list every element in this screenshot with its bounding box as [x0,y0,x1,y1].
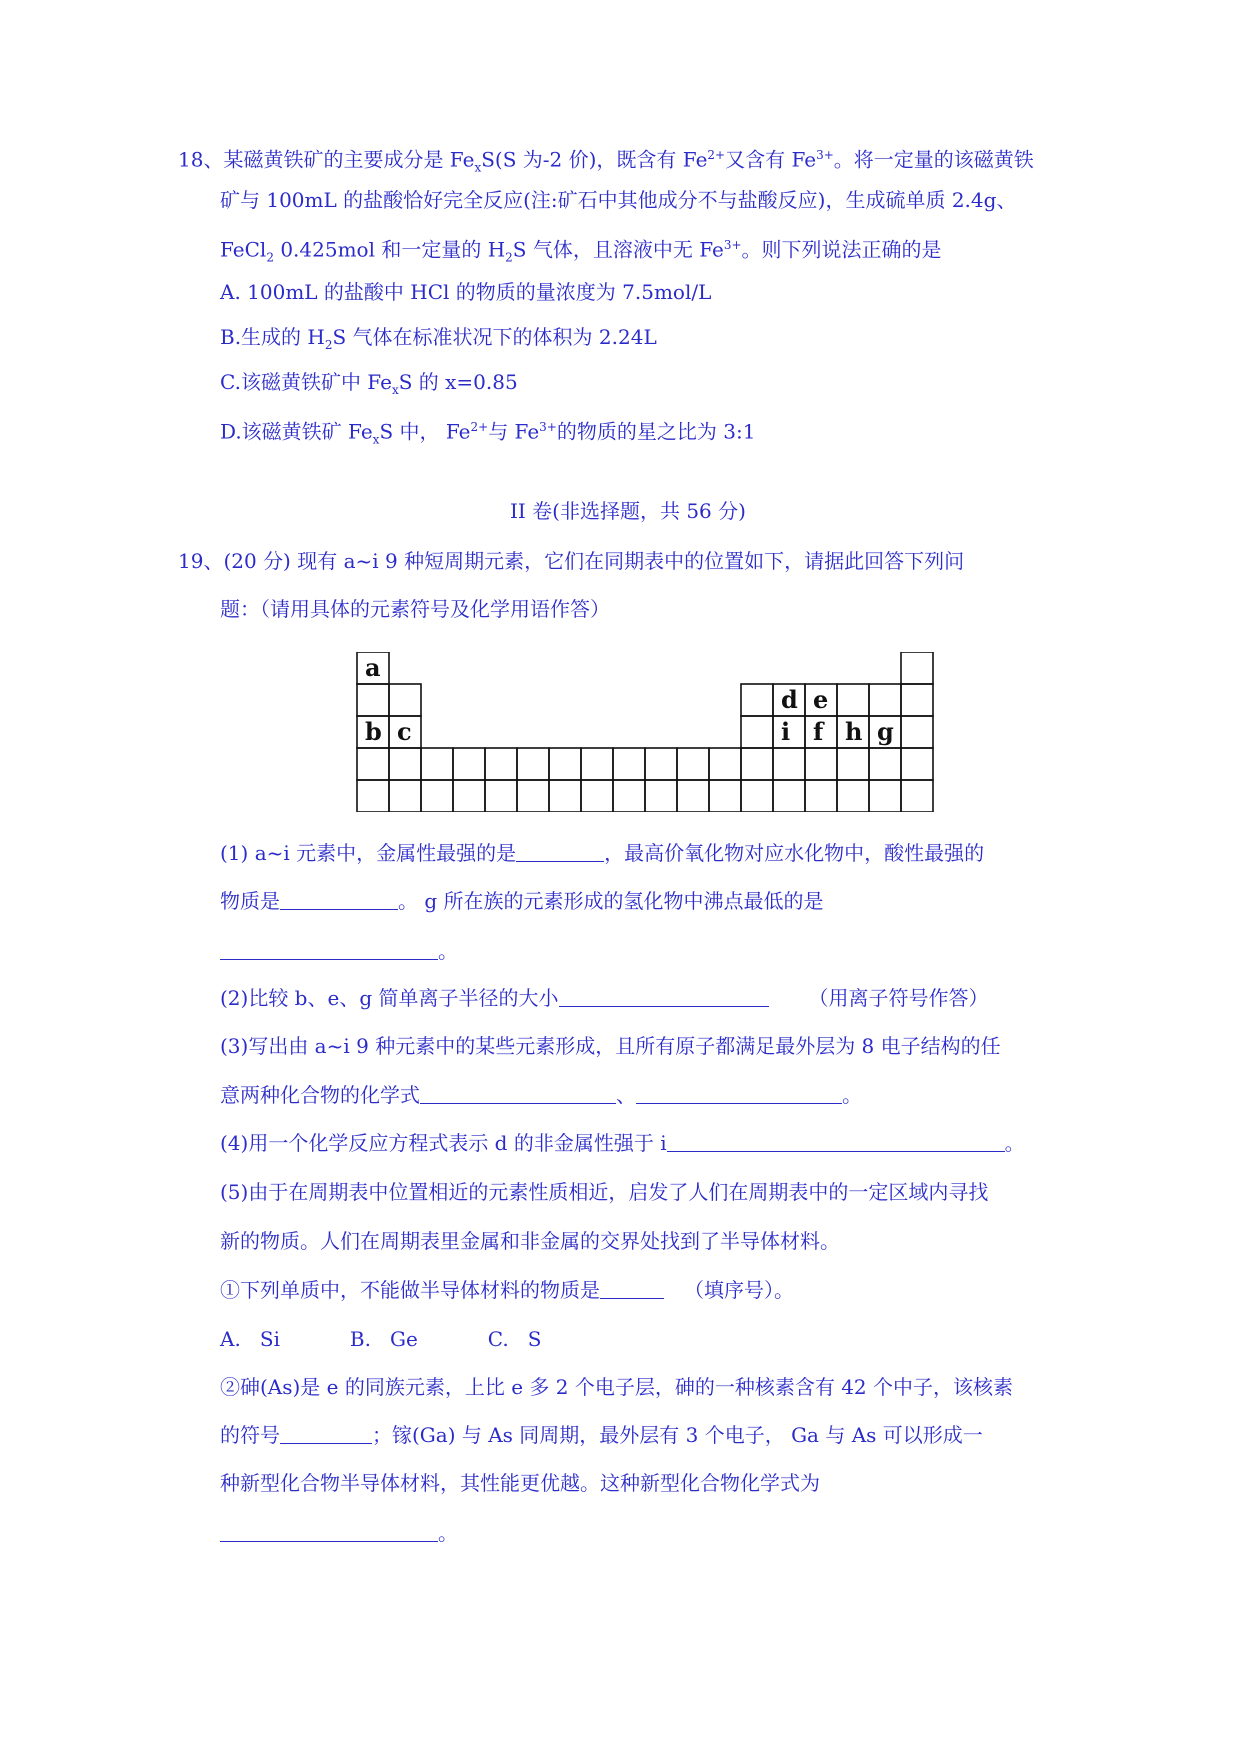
q18-line2: 矿与 100mL 的盐酸恰好完全反应(注:矿石中其他成分不与盐酸反应)，生成硫单质 2.4g、 [220,188,1017,212]
table-cell [837,748,869,780]
answer-blank[interactable] [600,1278,664,1299]
table-cell [517,748,549,780]
table-cell [357,780,389,812]
answer-blank[interactable] [420,1083,616,1104]
q19-part5-sub1: ①下列单质中，不能做半导体材料的物质是 （填序号）。 [220,1278,794,1302]
section-title: II 卷(非选择题，共 56 分) [510,499,746,523]
table-cell [741,780,773,812]
element-label: e [813,685,829,714]
q19-part3-line2: 意两种化合物的化学式 、 。 [220,1083,862,1107]
q19-part5-options: A. Si B. Ge C. S [220,1327,542,1351]
table-cell [741,716,773,748]
q18-option-c: C.该磁黄铁矿中 $Fe_xS$ 的 x=0.85 [220,370,518,397]
table-cell [485,748,517,780]
table-cell [805,780,837,812]
table-cell [645,748,677,780]
table-cell [837,780,869,812]
table-cell [549,748,581,780]
table-cell [741,684,773,716]
table-cell [421,748,453,780]
table-cell [581,780,613,812]
table-cell [581,748,613,780]
answer-blank[interactable] [220,1521,438,1542]
q19-intro-line1: 19、(20 分) 现有 a~i 9 种短周期元素，它们在同期表中的位置如下，请据此回答下列问 [178,549,965,573]
q19-part5-sub2-line1: ②砷(As)是 e 的同族元素，上比 e 多 2 个电子层，砷的一种核素含有 42 个中子，该核素 [220,1375,1014,1399]
element-label: h [845,717,863,746]
table-cell [613,780,645,812]
table-cell [677,748,709,780]
answer-blank[interactable] [280,889,398,910]
table-cell [357,748,389,780]
table-cell [549,780,581,812]
periodic-table-diagram [355,652,935,816]
table-cell [773,780,805,812]
question-number: 19、 [178,549,224,573]
element-label: b [365,717,382,746]
q18-option-a: A. 100mL 的盐酸中 HCl 的物质的量浓度为 7.5mol/L [220,280,712,304]
q19-part5-sub2-line4: 。 [220,1520,458,1546]
table-cell [901,780,933,812]
element-label: i [781,717,791,746]
element-label: g [877,717,894,746]
answer-blank[interactable] [516,841,604,862]
q19-intro-line2: 题：（请用具体的元素符号及化学用语作答） [220,597,610,621]
answer-blank[interactable] [636,1083,842,1104]
q19-part5-sub2-line3: 种新型化合物半导体材料，其性能更优越。这种新型化合物化学式为 [220,1471,820,1495]
table-cell [453,780,485,812]
q19-part5-line1: (5)由于在周期表中位置相近的元素性质相近，启发了人们在周期表中的一定区域内寻找 [220,1180,989,1204]
table-cell [869,684,901,716]
q19-part2: (2)比较 b、e、g 简单离子半径的大小 （用离子符号作答） [220,986,989,1010]
table-cell [709,780,741,812]
answer-blank[interactable] [280,1423,372,1444]
table-cell [613,748,645,780]
table-cell [389,780,421,812]
table-cell [389,748,421,780]
q19-part5-line2: 新的物质。人们在周期表里金属和非金属的交界处找到了半导体材料。 [220,1229,840,1253]
table-cell [901,748,933,780]
table-cell [517,780,549,812]
table-cell [741,748,773,780]
table-cell [453,748,485,780]
q18-line1: 18、某磁黄铁矿的主要成分是 $Fe_xS(S$ 为-2 价)，既含有 $Fe^{2+}$又含有 $Fe^{3+}$。将一定量的该磁黄铁 [178,147,1034,175]
q18-option-d: D.该磁黄铁矿 $Fe_xS$ 中， $Fe^{2+}$与 $Fe^{3+}$的物质的星之比为 3:1 [220,419,756,447]
q19-part1-line2: 物质是 。 g 所在族的元素形成的氢化物中沸点最低的是 [220,889,824,913]
element-label: d [781,685,798,714]
table-cell [837,684,869,716]
q19-part3-line1: (3)写出由 a~i 9 种元素中的某些元素形成，且所有原子都满足最外层为 8 电子结构的任 [220,1034,1001,1058]
table-cell [421,780,453,812]
table-cell [773,748,805,780]
element-label: a [365,653,381,682]
table-cell [901,716,933,748]
table-cell [677,780,709,812]
table-cell [357,684,389,716]
question-number: 18、 [178,147,224,172]
periodic-table-svg [355,652,935,812]
q19-part5-sub2-line2: 的符号 ；镓(Ga) 与 As 同周期，最外层有 3 个电子， Ga 与 As 可以形成一 [220,1423,983,1447]
answer-blank[interactable] [220,939,438,960]
table-cell [485,780,517,812]
q19-part1-line1: (1) a~i 元素中，金属性最强的是 ，最高价氧化物对应水化物中，酸性最强的 [220,841,985,865]
q19-part1-line3: 。 [220,938,458,964]
table-cell [869,748,901,780]
element-label: c [397,717,412,746]
q19-part4: (4)用一个化学反应方程式表示 d 的非金属性强于 i 。 [220,1131,1025,1155]
table-cell [389,684,421,716]
q18-option-b: B.生成的 $H_2S$ 气体在标准状况下的体积为 2.24L [220,325,657,352]
q18-line3: FeCl$_2$ 0.425mol 和一定量的 $H_2S$ 气体，且溶液中无 $Fe^{3+}$。则下列说法正确的是 [220,237,942,265]
element-label: f [813,717,824,746]
table-cell [805,748,837,780]
answer-blank[interactable] [667,1131,1005,1152]
table-cell [901,652,933,684]
table-cell [645,780,677,812]
answer-blank[interactable] [559,986,769,1007]
table-cell [869,780,901,812]
table-cell [901,684,933,716]
table-cell [709,748,741,780]
